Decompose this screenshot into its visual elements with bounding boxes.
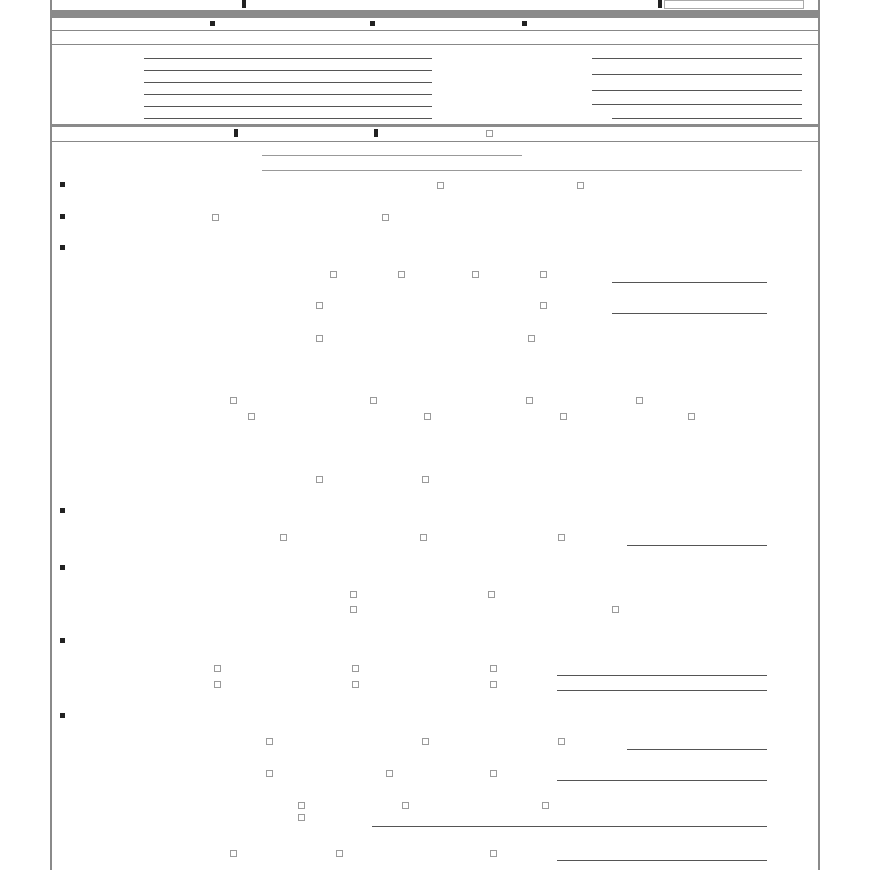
checkbox[interactable] <box>422 738 429 745</box>
checkbox[interactable] <box>248 413 255 420</box>
checkbox[interactable] <box>558 738 565 745</box>
patient-input-line[interactable] <box>144 118 432 119</box>
checkbox[interactable] <box>212 214 219 221</box>
rule <box>52 30 818 31</box>
checkbox[interactable] <box>558 534 565 541</box>
header-mark-row <box>52 128 818 140</box>
patient-input-line[interactable] <box>592 74 802 75</box>
row2-mark-1 <box>210 21 215 26</box>
checkbox[interactable] <box>402 802 409 809</box>
checkbox[interactable] <box>386 770 393 777</box>
checkbox[interactable] <box>382 214 389 221</box>
patient-input-line[interactable] <box>592 90 802 91</box>
checkbox[interactable] <box>316 476 323 483</box>
section-bullet <box>60 713 65 718</box>
checkbox[interactable] <box>688 413 695 420</box>
top-mark-2 <box>658 0 662 8</box>
input-line[interactable] <box>557 780 767 781</box>
section-bullet <box>60 182 65 187</box>
checkbox[interactable] <box>577 182 584 189</box>
checkbox[interactable] <box>424 413 431 420</box>
input-line[interactable] <box>372 826 767 827</box>
header-bar-top <box>52 10 818 18</box>
checkbox[interactable] <box>490 665 497 672</box>
patient-input-line[interactable] <box>592 58 802 59</box>
checkbox[interactable] <box>336 850 343 857</box>
checkbox[interactable] <box>490 681 497 688</box>
row2-mark-3 <box>522 21 527 26</box>
checkbox[interactable] <box>266 770 273 777</box>
rule <box>52 141 818 142</box>
top-mark-1 <box>242 0 246 8</box>
checkbox[interactable] <box>488 591 495 598</box>
top-right-box[interactable] <box>664 0 804 9</box>
input-line[interactable] <box>627 545 767 546</box>
checkbox[interactable] <box>612 606 619 613</box>
checkbox[interactable] <box>214 681 221 688</box>
patient-input-line[interactable] <box>144 94 432 95</box>
checkbox[interactable] <box>540 302 547 309</box>
patient-input-line[interactable] <box>612 118 802 119</box>
checkbox[interactable] <box>316 335 323 342</box>
input-line[interactable] <box>627 749 767 750</box>
input-line[interactable] <box>557 860 767 861</box>
rule-thick <box>52 124 818 127</box>
section-bullet <box>60 638 65 643</box>
checkbox[interactable] <box>528 335 535 342</box>
checkbox[interactable] <box>370 397 377 404</box>
checkbox[interactable] <box>230 397 237 404</box>
header-row-2 <box>52 18 818 30</box>
checkbox[interactable] <box>420 534 427 541</box>
checkbox[interactable] <box>490 850 497 857</box>
input-line[interactable] <box>612 282 767 283</box>
header-strip <box>52 0 818 10</box>
checkbox[interactable] <box>350 606 357 613</box>
section-bullet <box>60 565 65 570</box>
mark-bar <box>374 129 378 137</box>
checkbox[interactable] <box>422 476 429 483</box>
checkbox[interactable] <box>352 681 359 688</box>
input-line[interactable] <box>557 690 767 691</box>
checkbox[interactable] <box>280 534 287 541</box>
mark-bar <box>234 129 238 137</box>
input-line[interactable] <box>262 155 522 156</box>
patient-input-line[interactable] <box>592 104 802 105</box>
checkbox[interactable] <box>298 802 305 809</box>
checkbox[interactable] <box>540 271 547 278</box>
patient-info-block <box>52 46 818 122</box>
checkbox[interactable] <box>352 665 359 672</box>
checkbox[interactable] <box>636 397 643 404</box>
checkbox[interactable] <box>316 302 323 309</box>
checkbox[interactable] <box>298 814 305 821</box>
input-line[interactable] <box>557 675 767 676</box>
input-line[interactable] <box>262 170 802 171</box>
checkbox[interactable] <box>490 770 497 777</box>
checkbox[interactable] <box>437 182 444 189</box>
checkbox[interactable] <box>230 850 237 857</box>
patient-input-line[interactable] <box>144 58 432 59</box>
section-bullet <box>60 245 65 250</box>
patient-input-line[interactable] <box>144 106 432 107</box>
row2-mark-2 <box>370 21 375 26</box>
checkbox[interactable] <box>486 130 493 137</box>
checkbox[interactable] <box>526 397 533 404</box>
section-bullet <box>60 508 65 513</box>
checkbox[interactable] <box>214 665 221 672</box>
report-form <box>50 0 820 870</box>
input-line[interactable] <box>612 313 767 314</box>
checkbox[interactable] <box>350 591 357 598</box>
checkbox[interactable] <box>560 413 567 420</box>
checkbox[interactable] <box>472 271 479 278</box>
rule <box>52 44 818 45</box>
section-bullet <box>60 214 65 219</box>
checkbox[interactable] <box>266 738 273 745</box>
patient-input-line[interactable] <box>144 82 432 83</box>
patient-input-line[interactable] <box>144 70 432 71</box>
checkbox[interactable] <box>398 271 405 278</box>
checkbox[interactable] <box>542 802 549 809</box>
checkbox[interactable] <box>330 271 337 278</box>
